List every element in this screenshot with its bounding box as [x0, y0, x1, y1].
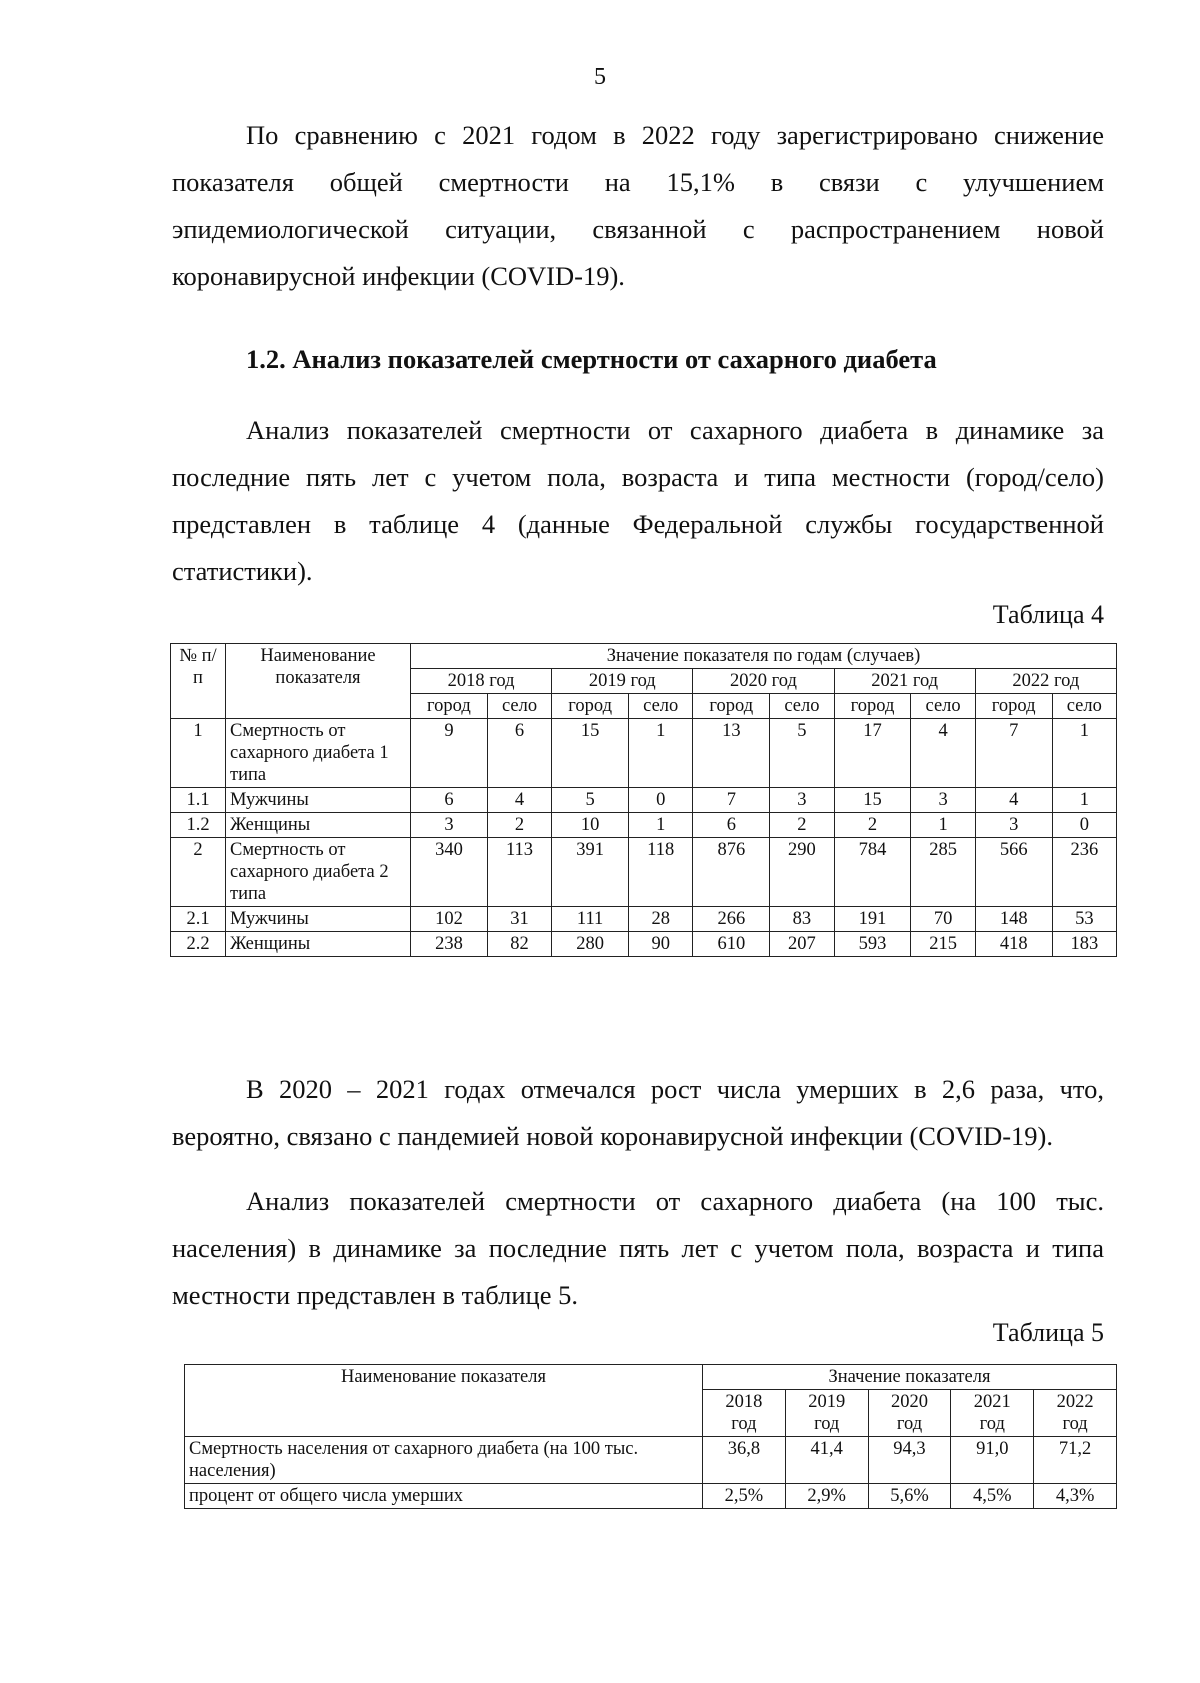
value-cell: 15	[552, 719, 629, 788]
header-year	[703, 1390, 786, 1437]
mortality-table-5	[184, 1364, 1117, 1509]
value-cell: 148	[975, 907, 1052, 932]
value-cell: 53	[1052, 907, 1116, 932]
value-cell: 340	[411, 838, 488, 907]
value-cell: 91,0	[951, 1437, 1034, 1484]
header-village: село	[911, 694, 975, 719]
value-cell: 4	[911, 719, 975, 788]
year-unit: год	[731, 1414, 757, 1434]
header-village: село	[487, 694, 551, 719]
value-cell: 191	[834, 907, 911, 932]
value-cell: 13	[693, 719, 770, 788]
row-name: Женщины	[226, 932, 411, 957]
table-row	[171, 788, 1117, 813]
paragraph-covid-growth: В 2020 – 2021 годах отмечался рост числа умерших в 2,6 раза, что, вероятно, связано с пандемией новой коронавирусной инфекции (COVID-19).	[172, 1074, 1104, 1151]
value-cell: 285	[911, 838, 975, 907]
value-cell: 2	[770, 813, 834, 838]
table-row	[171, 719, 1117, 788]
value-cell: 5	[770, 719, 834, 788]
table-row	[185, 1437, 1117, 1484]
value-cell: 2,5%	[703, 1484, 786, 1509]
row-name: процент от общего числа умерших	[185, 1484, 703, 1509]
paragraph-table5-intro: Анализ показателей смертности от сахарного диабета (на 100 тыс. населения) в динамике за последние пять лет с учетом пола, возраста и типа местности представлен в таблице 5.	[172, 1186, 1104, 1310]
row-number: 2.1	[171, 907, 226, 932]
mortality-table-4	[170, 643, 1117, 957]
value-cell: 102	[411, 907, 488, 932]
value-cell: 418	[975, 932, 1052, 957]
value-cell: 10	[552, 813, 629, 838]
value-cell: 7	[693, 788, 770, 813]
row-name: Смертность населения от сахарного диабета (на 100 тыс. населения)	[185, 1437, 703, 1484]
value-cell: 784	[834, 838, 911, 907]
year-number: 2018	[725, 1392, 763, 1412]
value-cell: 593	[834, 932, 911, 957]
value-cell: 17	[834, 719, 911, 788]
value-cell: 3	[770, 788, 834, 813]
table-row	[171, 813, 1117, 838]
value-cell: 90	[629, 932, 693, 957]
value-cell: 280	[552, 932, 629, 957]
header-values: Значение показателя	[703, 1365, 1117, 1390]
row-name: Смертность от сахарного диабета 2 типа	[226, 838, 411, 907]
value-cell: 3	[411, 813, 488, 838]
row-number: 1.2	[171, 813, 226, 838]
header-city: город	[411, 694, 488, 719]
value-cell: 290	[770, 838, 834, 907]
header-city: город	[552, 694, 629, 719]
value-cell: 1	[629, 813, 693, 838]
value-cell: 183	[1052, 932, 1116, 957]
value-cell: 7	[975, 719, 1052, 788]
value-cell: 2	[834, 813, 911, 838]
value-cell: 5,6%	[868, 1484, 951, 1509]
value-cell: 31	[487, 907, 551, 932]
value-cell: 113	[487, 838, 551, 907]
header-name: Наименование показателя	[185, 1365, 703, 1437]
page-number: 5	[594, 64, 606, 90]
row-name: Мужчины	[226, 907, 411, 932]
value-cell: 876	[693, 838, 770, 907]
value-cell: 6	[487, 719, 551, 788]
value-cell: 1	[1052, 788, 1116, 813]
header-year	[868, 1390, 951, 1437]
header-year: 2019 год	[552, 669, 693, 694]
row-number: 1.1	[171, 788, 226, 813]
year-unit: год	[896, 1414, 923, 1434]
table4-caption: Таблица 4	[992, 600, 1104, 629]
header-year	[951, 1390, 1034, 1437]
value-cell: 266	[693, 907, 770, 932]
value-cell: 41,4	[785, 1437, 868, 1484]
paragraph-table4-intro: Анализ показателей смертности от сахарного диабета в динамике за последние пять лет с учетом пола, возраста и типа местности (город/село) представлен в таблице 4 (данные Федеральной службы государственной статистики).	[172, 415, 1104, 586]
paragraph-mortality-decrease: По сравнению с 2021 годом в 2022 году зарегистрировано снижение показателя общей смертности на 15,1% в связи с улучшением эпидемиологической ситуации, связанной с распространением новой коронавирусной инфекции (COVID-19).	[172, 120, 1104, 291]
value-cell: 236	[1052, 838, 1116, 907]
header-city: город	[975, 694, 1052, 719]
header-village: село	[1052, 694, 1116, 719]
header-year	[1034, 1390, 1117, 1437]
row-number: 2.2	[171, 932, 226, 957]
value-cell: 83	[770, 907, 834, 932]
value-cell: 4,3%	[1034, 1484, 1117, 1509]
value-cell: 0	[1052, 813, 1116, 838]
value-cell: 28	[629, 907, 693, 932]
header-year: 2021 год	[834, 669, 975, 694]
header-year	[785, 1390, 868, 1437]
value-cell: 215	[911, 932, 975, 957]
value-cell: 71,2	[1034, 1437, 1117, 1484]
value-cell: 6	[693, 813, 770, 838]
table-row	[171, 907, 1117, 932]
value-cell: 70	[911, 907, 975, 932]
year-number: 2022	[1056, 1392, 1094, 1412]
value-cell: 566	[975, 838, 1052, 907]
header-year: 2018 год	[411, 669, 552, 694]
value-cell: 1	[911, 813, 975, 838]
row-number: 1	[171, 719, 226, 788]
value-cell: 1	[1052, 719, 1116, 788]
row-name: Женщины	[226, 813, 411, 838]
value-cell: 3	[911, 788, 975, 813]
value-cell: 15	[834, 788, 911, 813]
year-unit: год	[1062, 1414, 1088, 1434]
value-cell: 4	[487, 788, 551, 813]
value-cell: 2	[487, 813, 551, 838]
value-cell: 1	[629, 719, 693, 788]
header-city: город	[834, 694, 911, 719]
value-cell: 9	[411, 719, 488, 788]
header-village: село	[770, 694, 834, 719]
year-number: 2020	[890, 1392, 928, 1412]
year-number: 2021	[973, 1392, 1011, 1412]
value-cell: 111	[552, 907, 629, 932]
row-number: 2	[171, 838, 226, 907]
header-year: 2020 год	[693, 669, 834, 694]
year-unit: год	[814, 1414, 840, 1434]
value-cell: 2,9%	[785, 1484, 868, 1509]
value-cell: 36,8	[703, 1437, 786, 1484]
year-unit: год	[979, 1414, 1005, 1434]
value-cell: 82	[487, 932, 551, 957]
value-cell: 4,5%	[951, 1484, 1034, 1509]
value-cell: 238	[411, 932, 488, 957]
header-city: город	[693, 694, 770, 719]
section-heading: 1.2. Анализ показателей смертности от сахарного диабета	[246, 344, 937, 374]
value-cell: 207	[770, 932, 834, 957]
header-values: Значение показателя по годам (случаев)	[411, 644, 1117, 669]
value-cell: 3	[975, 813, 1052, 838]
table-row	[185, 1484, 1117, 1509]
header-name: Наименование показателя	[226, 644, 411, 719]
table-row	[171, 838, 1117, 907]
value-cell: 94,3	[868, 1437, 951, 1484]
value-cell: 6	[411, 788, 488, 813]
value-cell: 5	[552, 788, 629, 813]
header-num: № п/п	[171, 644, 226, 719]
header-village: село	[629, 694, 693, 719]
table-row	[171, 932, 1117, 957]
row-name: Мужчины	[226, 788, 411, 813]
value-cell: 118	[629, 838, 693, 907]
value-cell: 391	[552, 838, 629, 907]
row-name: Смертность от сахарного диабета 1 типа	[226, 719, 411, 788]
year-number: 2019	[808, 1392, 846, 1412]
table5-caption: Таблица 5	[992, 1318, 1104, 1347]
value-cell: 610	[693, 932, 770, 957]
header-year: 2022 год	[975, 669, 1116, 694]
value-cell: 0	[629, 788, 693, 813]
value-cell: 4	[975, 788, 1052, 813]
